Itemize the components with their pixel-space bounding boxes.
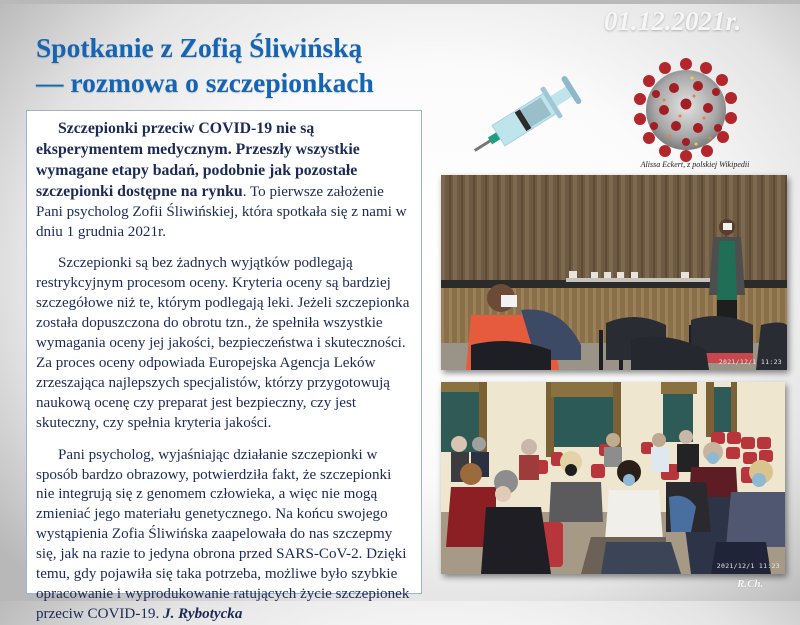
paragraph-3: [36, 446, 413, 625]
photo-speaker-stage-illustration: [441, 175, 787, 370]
paragraph-1-bold: Szczepionki przeciw COVID-19 nie są eksperymentem medycznym. Przeszły wszystkie wymagane etapy badań, podobnie jak pozostałe szczepionki dostępne na rynku: [36, 120, 360, 200]
photo-audience: [441, 382, 785, 574]
syringe-icon: [458, 70, 593, 155]
paragraph-1-rest: . To pierwsze założenie Pani psycholog Zofii Śliwińskiej, która spotkała się z nami w dniu 1 grudnia 2021r.: [36, 183, 407, 240]
photo-audience-illustration: [441, 382, 785, 574]
article-text-box: [26, 110, 422, 622]
author-name: J. Rybotycka: [163, 605, 243, 622]
top-edge: [0, 0, 800, 4]
title-line-2: — rozmowa o szczepionkach: [36, 67, 374, 98]
coronavirus-icon: [634, 58, 738, 162]
photo-1-timestamp: 2021/12/1 11:23: [718, 358, 782, 366]
paragraph-3-text: Pani psycholog, wyjaśniając działanie szczepionki w sposób bardzo obrazowy, potwierdziła fakt, że szczepionki nie integrują się z genomem człowieka, a więc nie mogą zmieniać jego materiału genetycznego. Na końcu swojego wystąpienia Zofia Śliwińska zaapelowała do nas szczepmy się, jak na razie to jedyna obrona przed SARS-CoV-2. Dzięki temu, gdy pojawiła się taka potrzeba, możliwe było szybkie opracowanie i wyprodukowanie ratujących życie szczepionek przeciw COVID-19.: [36, 446, 410, 622]
photo-speaker-stage: [441, 175, 787, 370]
page-title: [36, 30, 436, 100]
title-line-1: Spotkanie z Zofią Śliwińską: [36, 32, 363, 63]
paragraph-2: Szczepionki są bez żadnych wyjątków podlegają restrykcyjnym procesom oceny. Kryteria oceny są bardziej szczegółowe niż te, którym podlegają leki. Jeżeli szczepionka została dopuszczona do obrotu tzn., że spełniła wszystkie wymagania oceny jej jakości, bezpieczeństwa i skuteczności. Za proces oceny odpowiada Europejska Agencja Leków zrzeszająca najlepszych specjalistów, którzy przygotowują naukową ocenę czy preparat jest bezpieczny, czy jest skuteczny, czy spełnia kryteria jakości.: [36, 255, 410, 431]
author-signature: R.Ch.: [737, 578, 764, 590]
event-date: 01.12.2021r.: [604, 6, 742, 36]
paragraph-1: [36, 119, 413, 242]
photo-2-timestamp: 2021/12/1 11:23: [716, 562, 780, 570]
image-credit-caption: Alissa Eckert, z polskiej Wikipedii: [640, 160, 750, 169]
